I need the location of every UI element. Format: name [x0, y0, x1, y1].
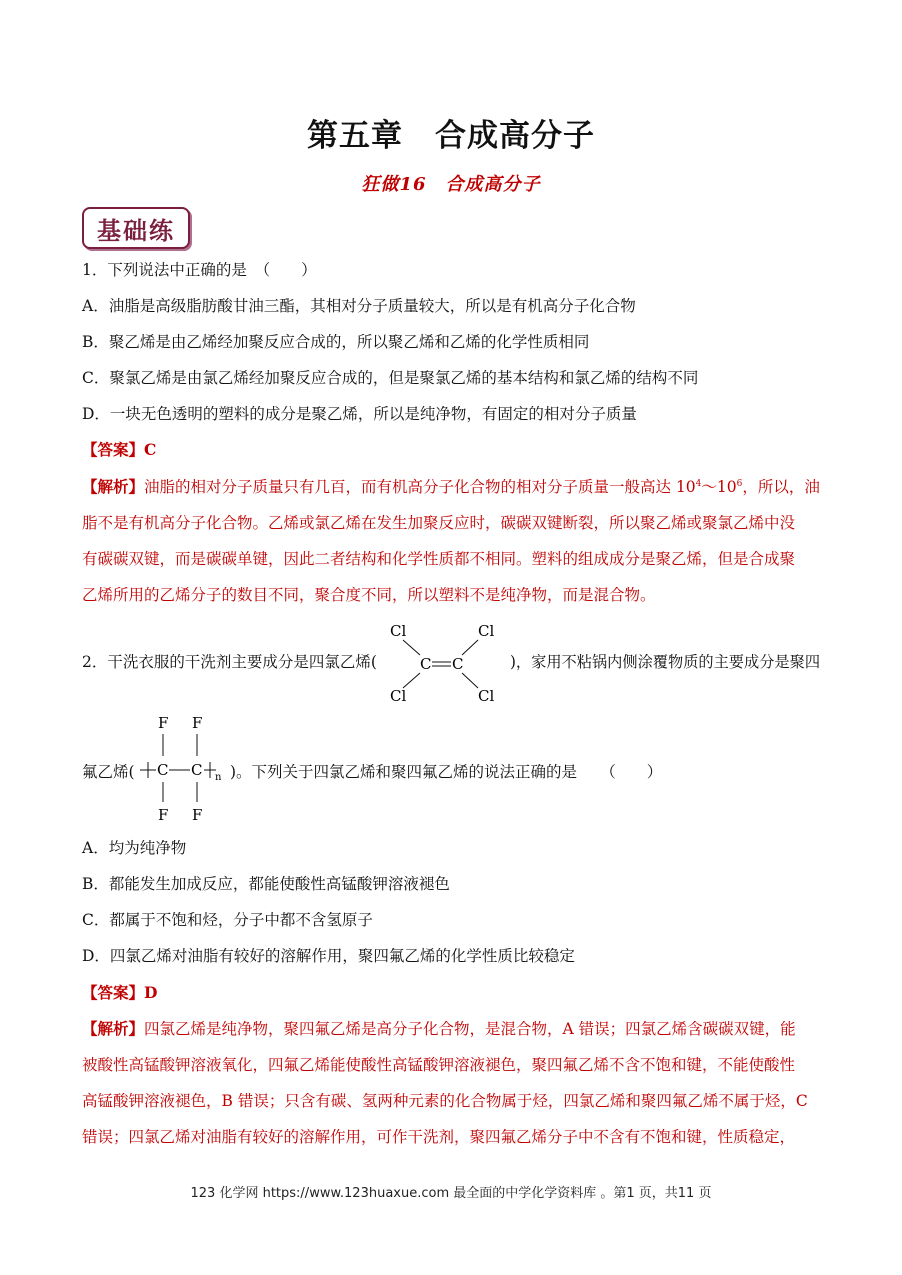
answer-value: C: [144, 440, 157, 459]
q1-option-a: A．油脂是高级脂肪酸甘油三酯，其相对分子质量较大，所以是有机高分子化合物: [82, 297, 636, 315]
f-atom: F: [192, 806, 203, 824]
c-atom: C: [157, 761, 169, 779]
analysis-text: 油脂的相对分子质量只有几百，而有机高分子化合物的相对分子质量一般高达 10: [144, 478, 696, 496]
c-atom: C: [420, 655, 432, 673]
q2-answer: [82, 981, 157, 1005]
cl-atom: Cl: [390, 622, 407, 640]
q2-option-c: C．都属于不饱和烃，分子中都不含氢原子: [82, 911, 373, 929]
bond-line: [462, 640, 478, 655]
answer-label: 【答案】: [82, 440, 145, 459]
analysis-label: 【解析】: [82, 477, 145, 496]
section-subtitle: 狂做16 合成高分子: [361, 174, 541, 195]
chapter-title: 第五章 合成高分子: [307, 118, 595, 154]
bond-line: [462, 673, 478, 688]
cl-atom: Cl: [478, 622, 495, 640]
q2-stem-part-c: 氟乙烯(: [82, 763, 135, 781]
q2-analysis-line-3: 高锰酸钾溶液褪色，B 错误；只含有碳、氢两种元素的化合物属于烃，四氯乙烯和聚四氟乙烯不属于烃，C: [82, 1092, 808, 1110]
exponent: 4: [695, 479, 702, 489]
cl-atom: Cl: [390, 687, 407, 705]
bracket-left: [140, 762, 156, 778]
q2-analysis-line-1: [82, 1017, 796, 1041]
page-footer: 123 化学网 https://www.123huaxue.com 最全面的中学化学资料库 。第1 页，共11 页: [190, 1186, 712, 1201]
f-atom: F: [158, 806, 169, 824]
q2-option-d: D．四氯乙烯对油脂有较好的溶解作用，聚四氟乙烯的化学性质比较稳定: [82, 947, 575, 965]
basic-practice-badge: 基础练: [82, 207, 190, 249]
q1-stem: 1．下列说法中正确的是 （ ）: [82, 261, 317, 279]
q1-analysis-line-2: 脂不是有机高分子化合物。乙烯或氯乙烯在发生加聚反应时，碳碳双键断裂，所以聚乙烯或聚氯乙烯中没: [82, 514, 796, 532]
q2-stem-part-a: 2．干洗衣服的干洗剂主要成分是四氯乙烯(: [82, 653, 377, 671]
q1-option-d: D．一块无色透明的塑料的成分是聚乙烯，所以是纯净物，有固定的相对分子质量: [82, 405, 637, 423]
cl-atom: Cl: [478, 687, 495, 705]
q2-stem-part-d: )。下列关于四氯乙烯和聚四氟乙烯的说法正确的是 （ ）: [230, 763, 663, 781]
bond-line: [403, 673, 420, 688]
answer-value: D: [144, 983, 158, 1002]
analysis-text: ，所以，油: [742, 478, 820, 496]
polymer-n: n: [215, 772, 222, 783]
q1-option-c: C．聚氯乙烯是由氯乙烯经加聚反应合成的，但是聚氯乙烯的基本结构和氯乙烯的结构不同: [82, 369, 699, 387]
analysis-label: 【解析】: [82, 1019, 145, 1038]
analysis-text: 四氯乙烯是纯净物，聚四氟乙烯是高分子化合物，是混合物，A 错误；四氯乙烯含碳碳双键，能: [144, 1020, 796, 1038]
q2-option-b: B．都能发生加成反应，都能使酸性高锰酸钾溶液褪色: [82, 875, 450, 893]
c-atom: C: [452, 655, 464, 673]
bond-line: [403, 640, 420, 655]
c-atom: C: [191, 761, 203, 779]
f-atom: F: [158, 714, 169, 732]
exponent: 6: [736, 479, 743, 489]
answer-label: 【答案】: [82, 983, 145, 1002]
tetrachloroethylene-structure: [378, 618, 508, 708]
q1-analysis-line-1: [82, 475, 820, 499]
f-atom: F: [192, 714, 203, 732]
q1-analysis-line-4: 乙烯所用的乙烯分子的数目不同，聚合度不同，所以塑料不是纯净物，而是混合物。: [82, 586, 656, 604]
q2-option-a: A．均为纯净物: [82, 839, 187, 857]
q1-option-b: B．聚乙烯是由乙烯经加聚反应合成的，所以聚乙烯和乙烯的化学性质相同: [82, 333, 590, 351]
q2-analysis-line-4: 错误；四氯乙烯对油脂有较好的溶解作用，可作干洗剂，聚四氟乙烯分子中不含有不饱和键，性质稳定，: [82, 1128, 796, 1146]
q2-stem-part-b: )，家用不粘锅内侧涂覆物质的主要成分是聚四: [510, 653, 821, 671]
q2-analysis-line-2: 被酸性高锰酸钾溶液氧化，四氟乙烯能使酸性高锰酸钾溶液褪色，聚四氟乙烯不含不饱和键，不能使酸性: [82, 1056, 796, 1074]
q1-answer: [82, 438, 156, 462]
q1-analysis-line-3: 有碳碳双键，而是碳碳单键，因此二者结构和化学性质都不相同。塑料的组成成分是聚乙烯，但是合成聚: [82, 550, 796, 568]
ptfe-structure: [136, 712, 236, 824]
analysis-text: ～10: [701, 478, 737, 496]
